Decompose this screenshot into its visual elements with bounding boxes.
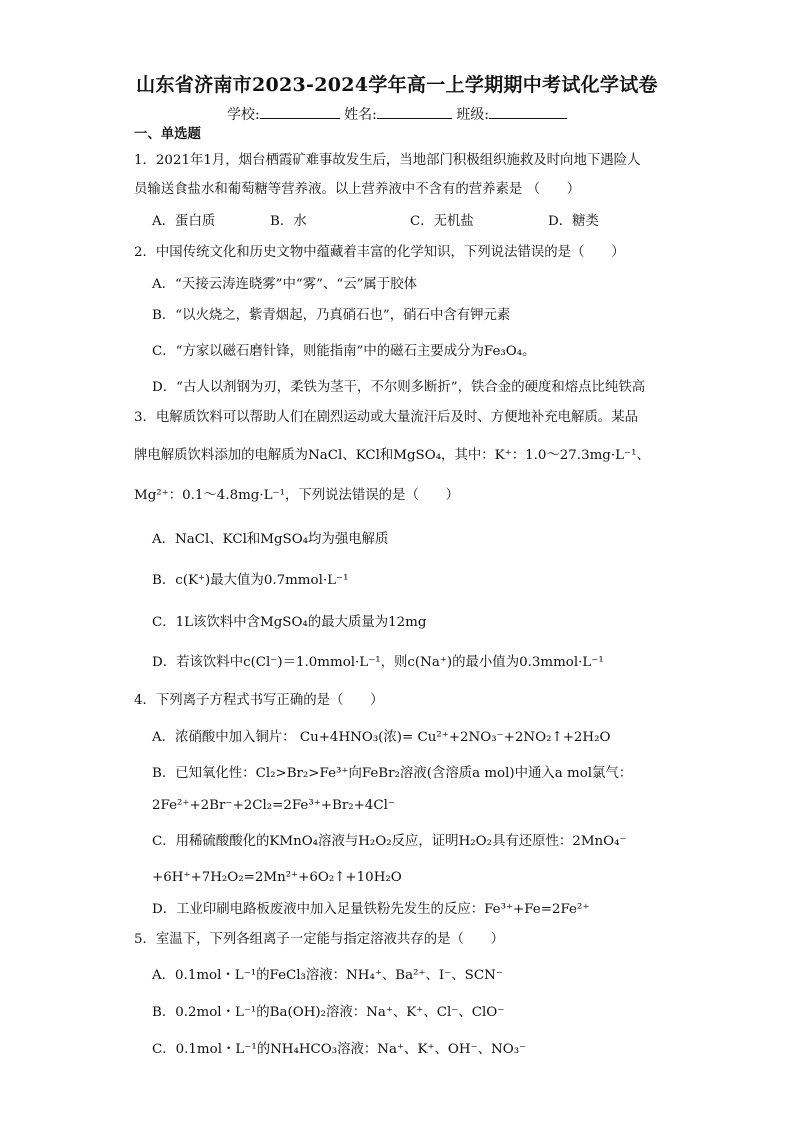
q1-option-c: C．无机盐 <box>410 214 474 229</box>
q3-option-d: D．若该饮料中c(Cl⁻)＝1.0mmol·L⁻¹，则c(Na⁺)的最小值为0.3mmol·L⁻¹ <box>152 655 604 670</box>
q5-option-b: B．0.2mol・L⁻¹的Ba(OH)₂溶液：Na⁺、K⁺、Cl⁻、ClO⁻ <box>152 1005 505 1020</box>
q3-option-a: A．NaCl、KCl和MgSO₄均为强电解质 <box>152 532 389 547</box>
name-label: 姓名: <box>344 107 377 123</box>
school-blank[interactable] <box>260 104 340 119</box>
school-label: 学校: <box>226 107 260 123</box>
q2-option-c: C．“方家以磁石磨针锋，则能指南”中的磁石主要成分为Fe₃O₄。 <box>152 344 536 359</box>
q4-stem: 4．下列离子方程式书写正确的是（ ） <box>134 693 384 708</box>
q1-option-b: B．水 <box>270 214 307 229</box>
q2-option-b: B．“以火烧之，紫青烟起，乃真硝石也”，硝石中含有钾元素 <box>152 308 511 323</box>
name-blank[interactable] <box>377 104 452 119</box>
q3-option-c: C．1L该饮料中含MgSO₄的最大质量为12mg <box>152 615 427 630</box>
q5-option-a: A．0.1mol・L⁻¹的FeCl₃溶液：NH₄⁺、Ba²⁺、I⁻、SCN⁻ <box>152 968 503 983</box>
q4-option-b-line2: 2Fe²⁺+2Br⁻+2Cl₂=2Fe³⁺+Br₂+4Cl⁻ <box>152 798 395 813</box>
q4-option-d: D．工业印刷电路板废液中加入足量铁粉先发生的反应：Fe³⁺+Fe=2Fe²⁺ <box>152 902 590 917</box>
q1-option-d: D．糖类 <box>548 214 599 229</box>
section-heading: 一、单选题 <box>134 126 201 142</box>
q1-stem-line2: 员输送食盐水和葡萄糖等营养液。以上营养液中不含有的营养素是 （ ） <box>134 182 581 197</box>
q3-stem-line1: 3．电解质饮料可以帮助人们在剧烈运动或大量流汗后及时、方便地补充电解质。某品 <box>134 410 638 425</box>
q4-option-a: A．浓硝酸中加入铜片： Cu+4HNO₃(浓)= Cu²⁺+2NO₃⁻+2NO₂↑+2H₂O <box>152 730 611 745</box>
q3-stem-line3: Mg²⁺：0.1～4.8mg·L⁻¹，下列说法错误的是（ ） <box>134 488 460 503</box>
q5-stem: 5．室温下，下列各组离子一定能与指定溶液共存的是（ ） <box>134 932 505 947</box>
q3-stem-line2: 牌电解质饮料添加的电解质为NaCl、KCl和MgSO₄，其中：K⁺：1.0～27.3mg·L⁻¹、 <box>134 448 650 463</box>
q4-option-c-line2: +6H⁺+7H₂O₂=2Mn²⁺+6O₂↑+10H₂O <box>152 870 402 885</box>
q2-stem: 2．中国传统文化和历史文物中蕴藏着丰富的化学知识，下列说法错误的是（ ） <box>134 245 625 260</box>
student-info-line <box>0 104 794 124</box>
q1-option-a: A．蛋白质 <box>152 214 216 229</box>
page-title: 山东省济南市2023-2024学年高一上学期期中考试化学试卷 <box>136 74 658 96</box>
q3-option-b: B．c(K⁺)最大值为0.7mmol·L⁻¹ <box>152 573 349 588</box>
q4-option-c-line1: C．用稀硫酸酸化的KMnO₄溶液与H₂O₂反应，证明H₂O₂具有还原性：2MnO₄⁻ <box>152 834 627 849</box>
class-label: 班级: <box>456 107 490 123</box>
class-blank[interactable] <box>489 104 567 119</box>
q2-option-d: D．“古人以剂钢为刃，柔铁为茎干，不尔则多断折”，铁合金的硬度和熔点比纯铁高 <box>152 380 646 395</box>
q5-option-c: C．0.1mol・L⁻¹的NH₄HCO₃溶液：Na⁺、K⁺、OH⁻、NO₃⁻ <box>152 1042 527 1057</box>
q2-option-a: A．“天接云涛连晓雾”中“雾”、“云”属于胶体 <box>152 277 417 292</box>
q4-option-b-line1: B．已知氧化性：Cl₂>Br₂>Fe³⁺向FeBr₂溶液(含溶质a mol)中通入a mol氯气： <box>152 766 633 781</box>
q1-stem-line1: 1．2021年1月，烟台栖霞矿难事故发生后，当地部门积极组织施救及时向地下遇险人 <box>134 153 641 168</box>
